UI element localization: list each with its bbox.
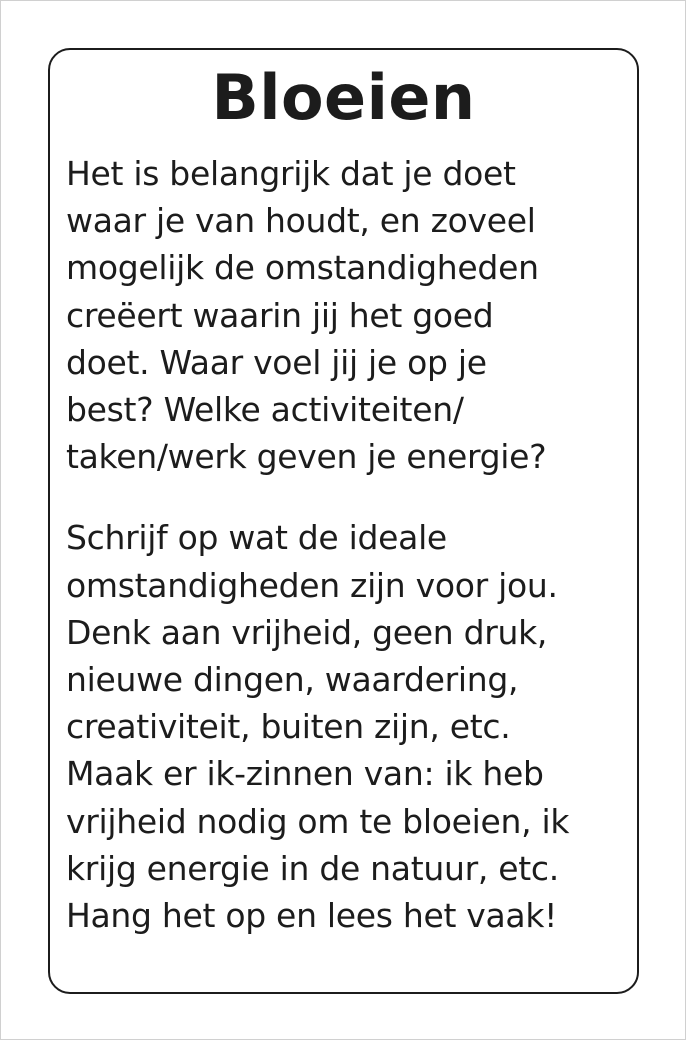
text-line: Denk aan vrijheid, geen druk, [66, 612, 548, 652]
paragraph-2 [66, 514, 631, 939]
text-line: mogelijk de omstandigheden [66, 248, 539, 288]
text-line: taken/werk geven je energie? [66, 437, 547, 477]
paragraph-1 [66, 150, 631, 480]
card-body [66, 150, 631, 939]
text-line: best? Welke activiteiten/ [66, 390, 464, 430]
text-line: omstandigheden zijn voor jou. [66, 565, 558, 605]
text-line: Maak er ik-zinnen van: ik heb [66, 754, 544, 794]
text-line: krijg energie in de natuur, etc. [66, 848, 559, 888]
text-line: creëert waarin jij het goed [66, 295, 494, 335]
text-line: creativiteit, buiten zijn, etc. [66, 707, 511, 747]
text-line: Hang het op en lees het vaak! [66, 896, 558, 936]
text-line: doet. Waar voel jij je op je [66, 342, 487, 382]
text-line: nieuwe dingen, waardering, [66, 660, 519, 700]
text-line: vrijheid nodig om te bloeien, ik [66, 801, 570, 841]
card-title: Bloeien [211, 61, 476, 134]
prompt-card [48, 48, 639, 994]
text-line: waar je van houdt, en zoveel [66, 201, 536, 241]
text-line: Schrijf op wat de ideale [66, 518, 447, 558]
text-line: Het is belangrijk dat je doet [66, 154, 516, 193]
